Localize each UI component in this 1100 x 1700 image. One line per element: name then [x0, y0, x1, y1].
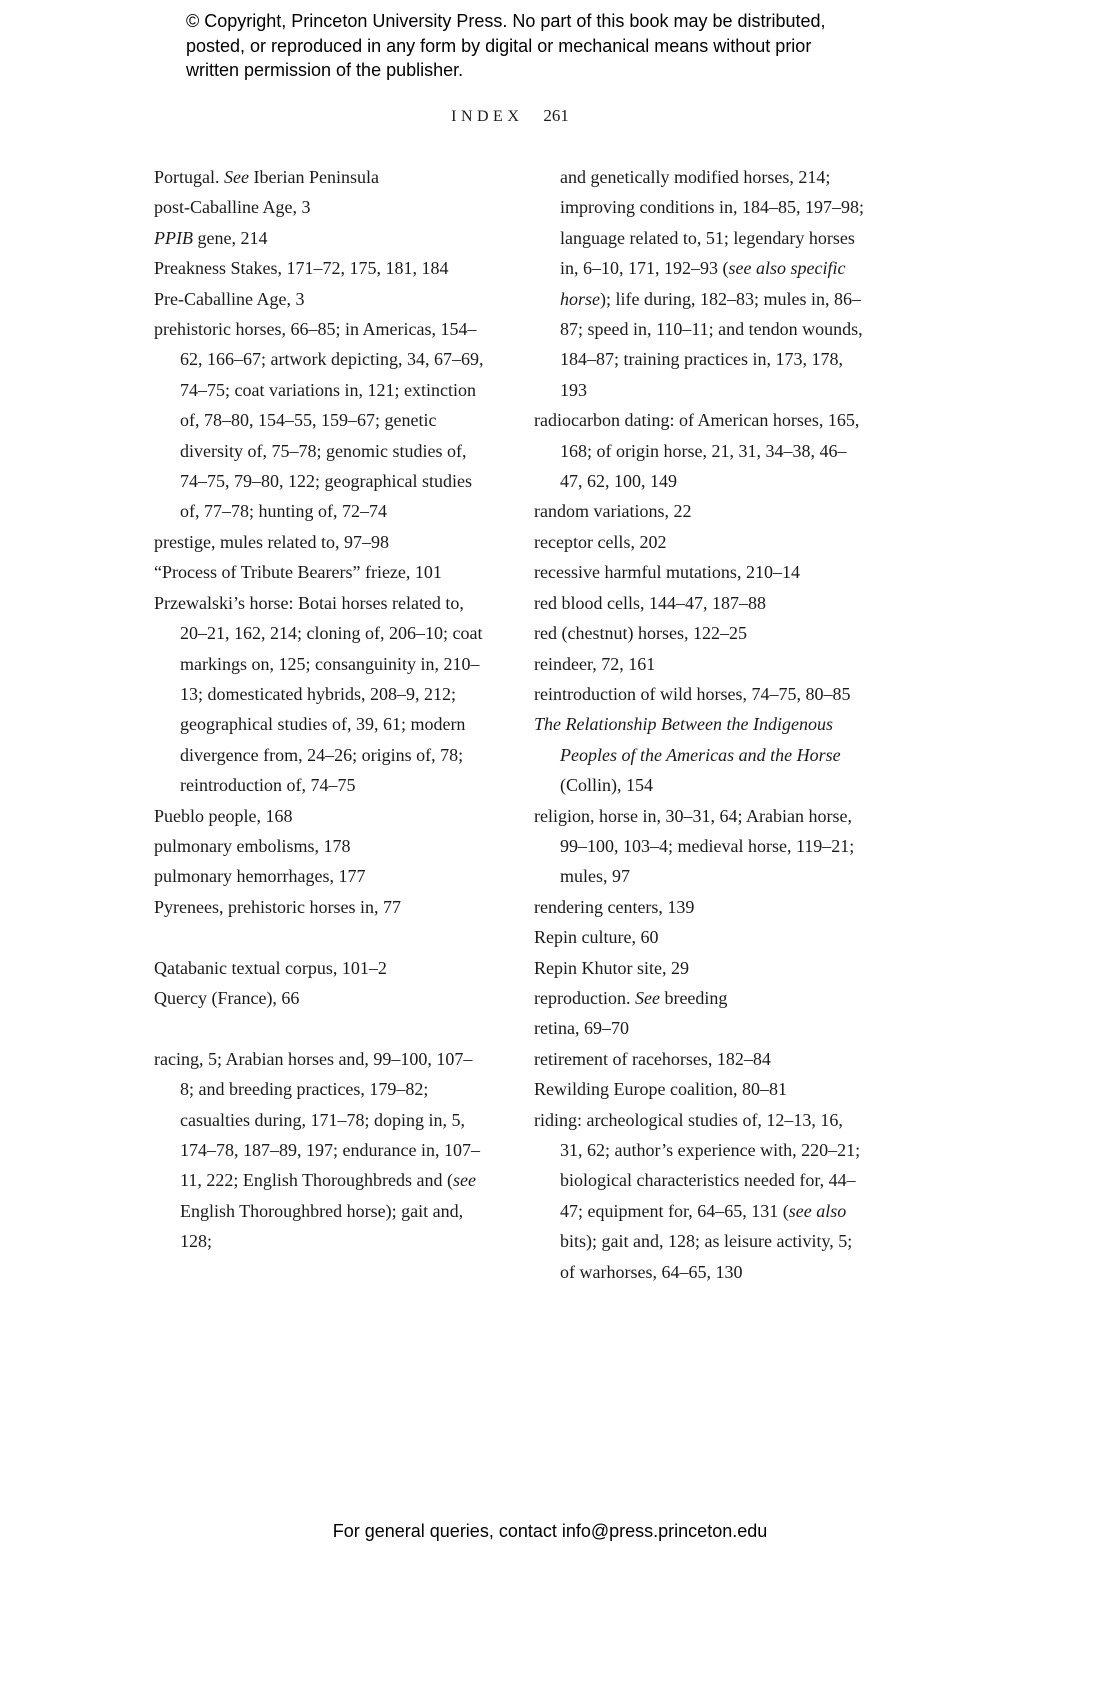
index-entry: religion, horse in, 30–31, 64; Arabian horse, 99–100, 103–4; medieval horse, 119–21; mules, 97	[534, 805, 855, 887]
page-number: 261	[543, 106, 569, 125]
index-column-right	[534, 162, 866, 1287]
index-entry: pulmonary hemorrhages, 177	[154, 866, 366, 887]
index-entry: and genetically modified horses, 214; improving conditions in, 184–85, 197–98; language related to, 51; legendary horses in, 6–10, 171, 192–93 (see also specific horse); life during, 182–83; mules in, 86–87; speed in, 110–11; and tendon wounds, 184–87; training practices in, 173, 178, 193	[560, 167, 864, 400]
index-entry: Przewalski’s horse: Botai horses related to, 20–21, 162, 214; cloning of, 206–10; coat markings on, 125; consanguinity in, 210–13; domesticated hybrids, 208–9, 212; geographical studies of, 39, 61; modern divergence from, 24–26; origins of, 78; reintroduction of, 74–75	[154, 592, 483, 796]
index-column-left	[154, 162, 486, 1287]
index-entry: Pueblo people, 168	[154, 805, 293, 826]
index-entry: riding: archeological studies of, 12–13, 16, 31, 62; author’s experience with, 220–21; biological characteristics needed for, 44–47; equipment for, 64–65, 131 (see also bits); gait and, 128; as leisure activity, 5; of warhorses, 64–65, 130	[534, 1109, 861, 1282]
footer-contact: For general queries, contact info@press.princeton.edu	[332, 1521, 768, 1541]
index-entry: “Process of Tribute Bearers” frieze, 101	[154, 562, 442, 583]
index-entry: reintroduction of wild horses, 74–75, 80–85	[534, 683, 851, 704]
index-entry: pulmonary embolisms, 178	[154, 835, 351, 856]
index-entry: receptor cells, 202	[534, 531, 667, 552]
index-entry: Quercy (France), 66	[154, 987, 300, 1008]
index-entry: post-Caballine Age, 3	[154, 197, 311, 218]
index-entry: PPIB gene, 214	[154, 227, 268, 248]
index-columns	[154, 162, 866, 1287]
index-entry: recessive harmful mutations, 210–14	[534, 562, 800, 583]
index-entry: retina, 69–70	[534, 1018, 629, 1039]
index-entry: The Relationship Between the Indigenous Peoples of the Americas and the Horse (Collin), 154	[534, 714, 841, 796]
index-entry: reproduction. See breeding	[534, 987, 728, 1008]
index-entry: Pre-Caballine Age, 3	[154, 288, 305, 309]
index-entry: retirement of racehorses, 182–84	[534, 1048, 771, 1069]
copyright-notice: © Copyright, Princeton University Press. No part of this book may be distributed, posted, or reproduced in any form by digital or mechanical means without prior written permission of the publisher.	[186, 11, 826, 80]
running-head	[154, 106, 866, 126]
index-entry: rendering centers, 139	[534, 896, 695, 917]
index-entry: red (chestnut) horses, 122–25	[534, 623, 747, 644]
index-entry: random variations, 22	[534, 501, 692, 522]
index-entry: Pyrenees, prehistoric horses in, 77	[154, 896, 401, 917]
index-entry: Preakness Stakes, 171–72, 175, 181, 184	[154, 258, 449, 279]
index-entry: racing, 5; Arabian horses and, 99–100, 107–8; and breeding practices, 179–82; casualties during, 171–78; doping in, 5, 174–78, 187–89, 197; endurance in, 107–11, 222; English Thoroughbreds and (see English Thoroughbred horse); gait and, 128;	[154, 1048, 480, 1252]
index-entry: Repin Khutor site, 29	[534, 957, 689, 978]
index-entry: red blood cells, 144–47, 187–88	[534, 592, 766, 613]
index-entry: prestige, mules related to, 97–98	[154, 531, 389, 552]
index-entry: Repin culture, 60	[534, 927, 659, 948]
index-entry: Portugal. See Iberian Peninsula	[154, 167, 379, 187]
index-entry: Rewilding Europe coalition, 80–81	[534, 1079, 787, 1100]
index-label: INDEX	[451, 108, 524, 125]
index-entry: radiocarbon dating: of American horses, 165, 168; of origin horse, 21, 31, 34–38, 46–47, 62, 100, 149	[534, 410, 860, 492]
index-entry: Qatabanic textual corpus, 101–2	[154, 957, 387, 978]
index-entry: reindeer, 72, 161	[534, 653, 656, 674]
index-entry: prehistoric horses, 66–85; in Americas, 154–62, 166–67; artwork depicting, 34, 67–69, 74–75; coat variations in, 121; extinction of, 78–80, 154–55, 159–67; genetic diversity of, 75–78; genomic studies of, 74–75, 79–80, 122; geographical studies of, 77–78; hunting of, 72–74	[154, 319, 484, 522]
